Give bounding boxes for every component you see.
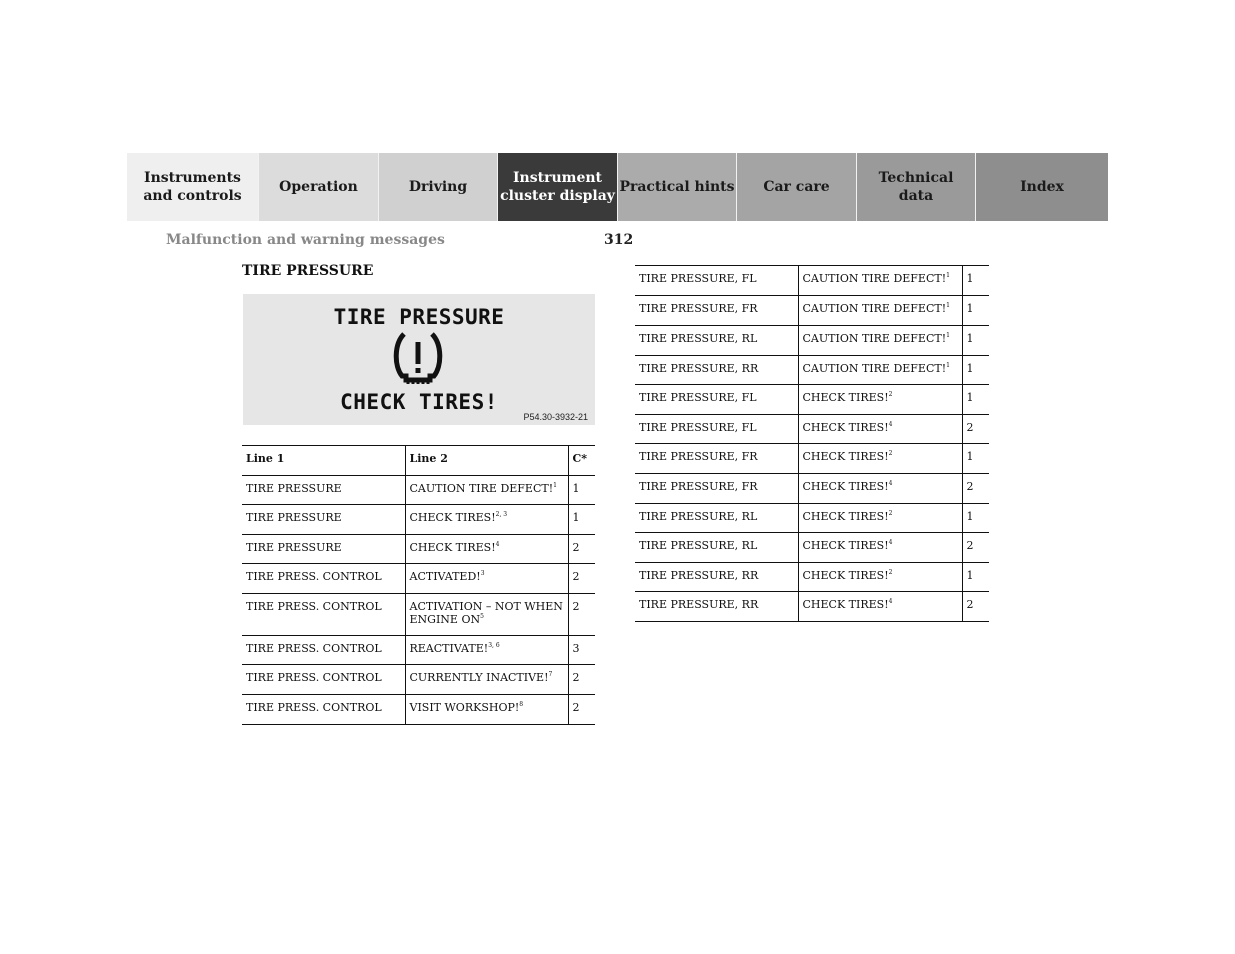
cell-line2 — [798, 533, 962, 563]
message-text: CAUTION TIRE DEFECT! — [802, 332, 947, 345]
chapter-nav — [127, 153, 1108, 221]
cell-line1: TIRE PRESSURE, FL — [635, 415, 798, 444]
footnote-ref: 7 — [548, 671, 553, 678]
cell-line2 — [798, 326, 962, 356]
message-text: CHECK TIRES! — [802, 421, 889, 434]
cell-line2 — [405, 665, 568, 695]
tire-pressure-warning-icon — [390, 330, 446, 386]
cell-line2 — [798, 356, 962, 385]
cluster-display-illustration — [243, 294, 595, 425]
cell-line1: TIRE PRESSURE, RL — [635, 326, 798, 356]
cell-line2 — [798, 415, 962, 444]
tab-technical-data[interactable]: Technical data — [856, 153, 975, 221]
footnote-ref: 1 — [946, 302, 950, 309]
table-row — [635, 385, 989, 415]
column-header-c: C* — [568, 446, 595, 476]
cell-c: 2 — [962, 474, 989, 504]
cell-line2 — [798, 504, 962, 533]
message-text: CHECK TIRES! — [802, 510, 889, 523]
cell-line2 — [798, 592, 962, 622]
footnote-ref: 8 — [519, 701, 524, 708]
cell-line1: TIRE PRESS. CONTROL — [242, 695, 405, 725]
cell-line1: TIRE PRESS. CONTROL — [242, 564, 405, 594]
footnote-ref: 1 — [946, 362, 950, 369]
page-number: 312 — [604, 232, 634, 248]
cell-c: 2 — [962, 592, 989, 622]
table-row — [635, 296, 989, 326]
cell-line1: TIRE PRESS. CONTROL — [242, 594, 405, 636]
message-text: CURRENTLY INACTIVE! — [409, 671, 549, 684]
table-row — [635, 415, 989, 444]
table-row — [242, 505, 595, 535]
messages-table-right — [635, 265, 989, 622]
cell-line2 — [798, 266, 962, 296]
cell-line2 — [405, 505, 568, 535]
cell-line1: TIRE PRESSURE, RR — [635, 563, 798, 592]
cell-line1: TIRE PRESS. CONTROL — [242, 665, 405, 695]
cell-line2 — [798, 563, 962, 592]
cell-c: 2 — [568, 695, 595, 725]
cell-line2 — [798, 444, 962, 474]
section-title: TIRE PRESSURE — [242, 263, 374, 279]
table-row — [635, 356, 989, 385]
message-text: CHECK TIRES! — [802, 598, 889, 611]
cell-line1: TIRE PRESSURE, FL — [635, 385, 798, 415]
cell-line1: TIRE PRESSURE, FR — [635, 296, 798, 326]
table-row — [635, 474, 989, 504]
footnote-ref: 1 — [946, 272, 950, 279]
cell-line1: TIRE PRESSURE, FR — [635, 474, 798, 504]
tab-index[interactable]: Index — [975, 153, 1108, 221]
table-row — [635, 266, 989, 296]
cell-line1: TIRE PRESSURE, FL — [635, 266, 798, 296]
cell-c: 1 — [962, 385, 989, 415]
message-text: CHECK TIRES! — [802, 450, 889, 463]
cell-c: 2 — [962, 415, 989, 444]
tab-instrument-cluster-display[interactable]: Instrument cluster display — [497, 153, 617, 221]
cell-line2 — [798, 385, 962, 415]
table-row — [242, 594, 595, 636]
message-text: CAUTION TIRE DEFECT! — [802, 362, 947, 375]
cell-line2 — [405, 594, 568, 636]
table-header-row — [242, 446, 595, 476]
cell-line1: TIRE PRESSURE — [242, 505, 405, 535]
cell-c: 2 — [568, 665, 595, 695]
messages-table-left — [242, 445, 595, 725]
table-row — [635, 533, 989, 563]
message-text: CHECK TIRES! — [409, 541, 496, 554]
cell-c: 2 — [568, 564, 595, 594]
cell-line2 — [405, 476, 568, 505]
message-text: CHECK TIRES! — [802, 539, 889, 552]
footnote-ref: 4 — [888, 421, 893, 428]
footnote-ref: 5 — [480, 613, 484, 620]
cell-line1: TIRE PRESS. CONTROL — [242, 636, 405, 665]
table-row — [242, 476, 595, 505]
message-text: CHECK TIRES! — [409, 511, 496, 524]
message-text: CHECK TIRES! — [802, 391, 889, 404]
cell-c: 1 — [962, 563, 989, 592]
cell-c: 2 — [568, 535, 595, 564]
table-row — [635, 592, 989, 622]
display-line-2: CHECK TIRES! — [340, 390, 498, 414]
message-text: VISIT WORKSHOP! — [409, 701, 520, 714]
cell-c: 2 — [962, 533, 989, 563]
tab-car-care[interactable]: Car care — [736, 153, 856, 221]
footnote-ref: 2 — [888, 569, 893, 576]
cell-line2 — [405, 636, 568, 665]
cell-line1: TIRE PRESSURE, RR — [635, 592, 798, 622]
cell-line1: TIRE PRESSURE — [242, 476, 405, 505]
cell-line1: TIRE PRESSURE, RR — [635, 356, 798, 385]
footnote-ref: 4 — [495, 541, 500, 548]
cell-c: 1 — [962, 356, 989, 385]
table-row — [242, 535, 595, 564]
message-text: CAUTION TIRE DEFECT! — [802, 302, 947, 315]
cell-c: 1 — [962, 326, 989, 356]
message-text: CHECK TIRES! — [802, 480, 889, 493]
table-row — [635, 563, 989, 592]
cell-c: 2 — [568, 594, 595, 636]
cell-line2 — [405, 535, 568, 564]
footnote-ref: 4 — [888, 598, 893, 605]
column-header-line2: Line 2 — [405, 446, 568, 476]
cell-c: 1 — [962, 444, 989, 474]
footnote-ref: 3 — [480, 570, 485, 577]
footnote-ref: 1 — [553, 482, 557, 489]
display-line-1: TIRE PRESSURE — [333, 305, 505, 329]
section-header: Malfunction and warning messages — [166, 232, 445, 248]
cell-line2 — [405, 564, 568, 594]
footnote-ref: 2 — [888, 450, 893, 457]
message-text: CHECK TIRES! — [802, 569, 889, 582]
tab-driving[interactable]: Driving — [378, 153, 497, 221]
table-row — [242, 695, 595, 725]
cell-line1: TIRE PRESSURE — [242, 535, 405, 564]
tab-practical-hints[interactable]: Practical hints — [617, 153, 736, 221]
message-text: CAUTION TIRE DEFECT! — [802, 272, 947, 285]
message-text: CAUTION TIRE DEFECT! — [409, 482, 554, 495]
message-text: ACTIVATION – NOT WHEN ENGINE ON — [409, 600, 563, 626]
cell-c: 3 — [568, 636, 595, 665]
cell-line2 — [405, 695, 568, 725]
table-row — [242, 665, 595, 695]
message-text: ACTIVATED! — [409, 570, 481, 583]
footnote-ref: 3, 6 — [488, 642, 500, 649]
table-row — [242, 636, 595, 665]
column-header-line1: Line 1 — [242, 446, 405, 476]
cell-c: 1 — [962, 296, 989, 326]
tab-operation[interactable]: Operation — [258, 153, 378, 221]
cell-c: 1 — [568, 476, 595, 505]
footnote-ref: 2 — [888, 391, 893, 398]
cell-c: 1 — [568, 505, 595, 535]
table-row — [635, 504, 989, 533]
footnote-ref: 4 — [888, 539, 893, 546]
cell-line1: TIRE PRESSURE, RL — [635, 504, 798, 533]
table-row — [635, 444, 989, 474]
table-row — [242, 564, 595, 594]
footnote-ref: 2 — [888, 510, 893, 517]
cell-line1: TIRE PRESSURE, FR — [635, 444, 798, 474]
image-code: P54.30-3932-21 — [523, 412, 588, 422]
message-text: REACTIVATE! — [409, 642, 489, 655]
tab-instruments-and-controls[interactable]: Instruments and controls — [127, 153, 258, 221]
cell-line1: TIRE PRESSURE, RL — [635, 533, 798, 563]
footnote-ref: 1 — [946, 332, 950, 339]
cell-line2 — [798, 474, 962, 504]
footnote-ref: 2, 3 — [495, 511, 508, 518]
table-row — [635, 326, 989, 356]
cell-c: 1 — [962, 504, 989, 533]
cell-line2 — [798, 296, 962, 326]
footnote-ref: 4 — [888, 480, 893, 487]
cell-c: 1 — [962, 266, 989, 296]
